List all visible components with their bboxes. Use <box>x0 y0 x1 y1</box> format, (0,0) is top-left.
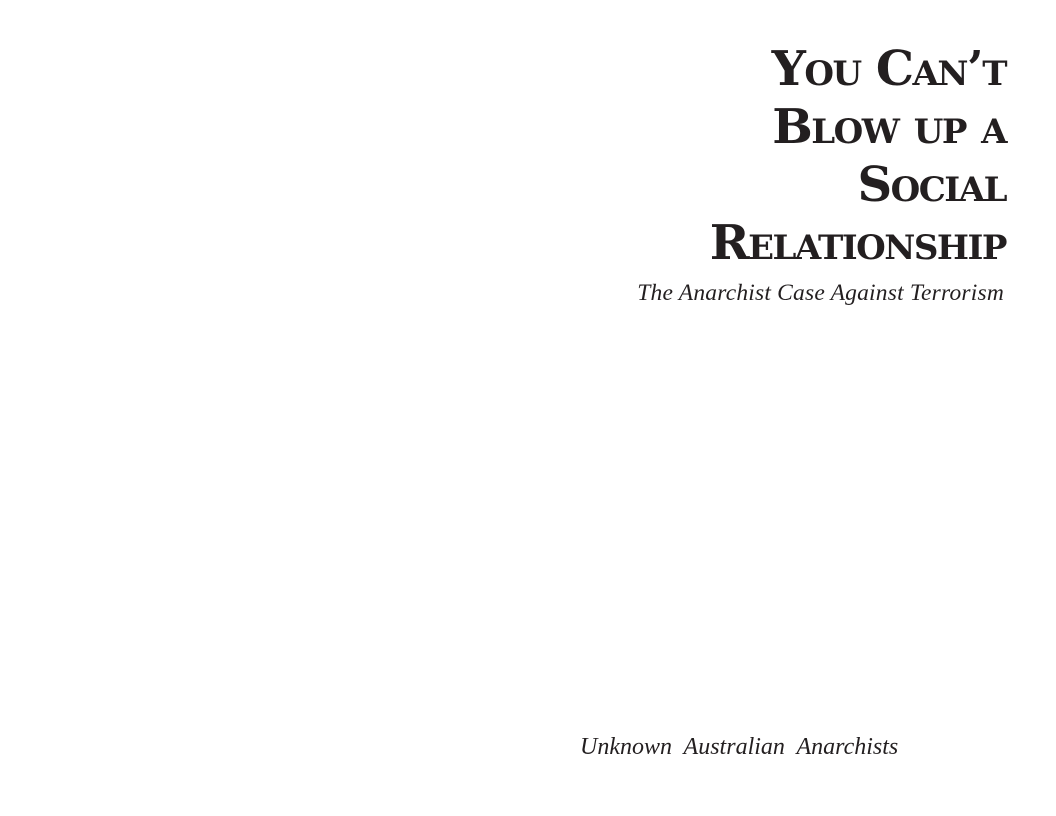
title-line-4: Relationship <box>709 215 1006 271</box>
title-line-2: Blow up a <box>772 99 1006 155</box>
front-cover <box>528 0 1056 816</box>
book-subtitle: The Anarchist Case Against Terrorism <box>637 280 1004 306</box>
title-line-1: You Can’t <box>771 41 1006 97</box>
title-line-3: Social <box>857 157 1006 213</box>
book-author: Unknown Australian Anarchists <box>580 734 899 760</box>
book-title <box>710 40 1006 272</box>
